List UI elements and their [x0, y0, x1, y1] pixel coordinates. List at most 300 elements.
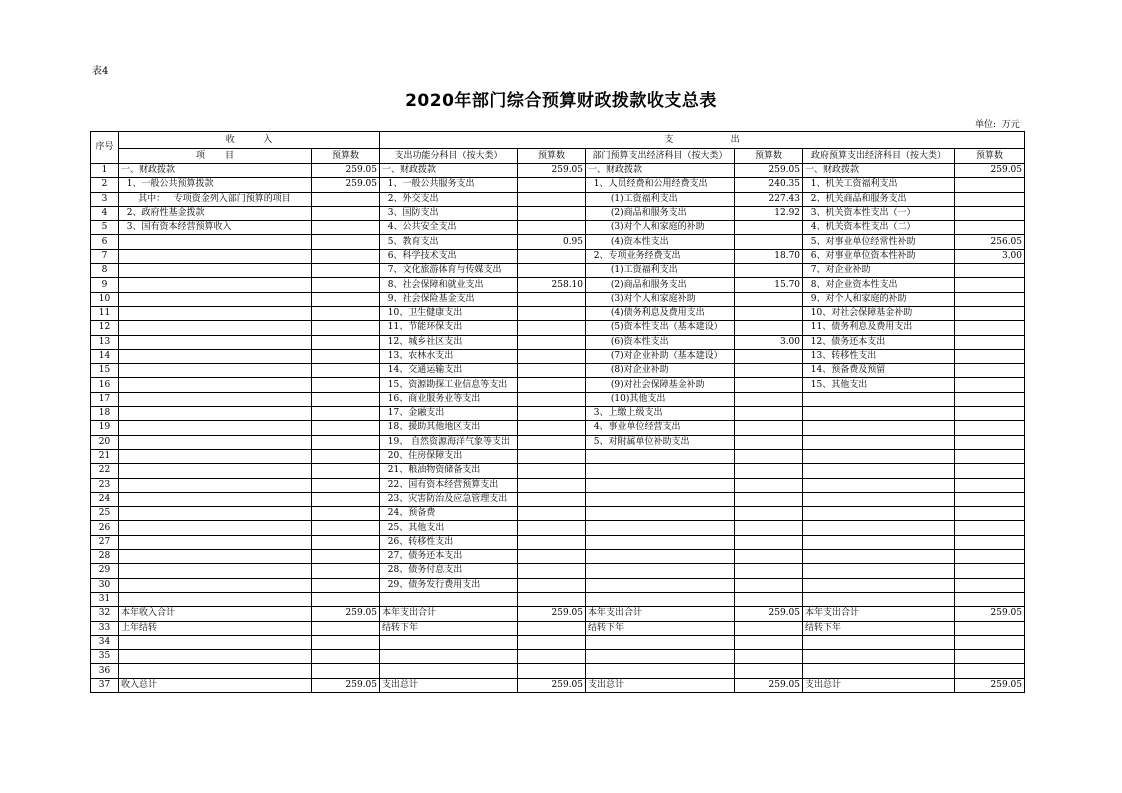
function-expense-item: 29、债务发行费用支出 [380, 578, 518, 592]
income-amount [312, 349, 380, 363]
column-header: 预算数 [735, 149, 803, 164]
income-item [119, 335, 312, 349]
function-expense-item: 5、教育支出 [380, 235, 518, 249]
dept-econ-expense-item: (3)对个人和家庭补助 [586, 292, 735, 306]
table-row [91, 607, 1025, 621]
function-expense-amount [518, 435, 586, 449]
function-expense-amount [518, 564, 586, 578]
row-number: 18 [91, 407, 119, 421]
function-expense-item: 8、社会保障和就业支出 [380, 278, 518, 292]
dept-econ-expense-item [586, 578, 735, 592]
table-row [91, 449, 1025, 463]
function-expense-item: 14、交通运输支出 [380, 364, 518, 378]
dept-econ-expense-item: 一、财政拨款 [586, 164, 735, 178]
gov-econ-expense-item: 14、预备费及预留 [803, 364, 955, 378]
table-row [91, 578, 1025, 592]
income-amount [312, 278, 380, 292]
function-expense-amount [518, 364, 586, 378]
dept-econ-expense-item: (10)其他支出 [586, 392, 735, 406]
income-amount: 259.05 [312, 607, 380, 621]
row-number: 11 [91, 306, 119, 320]
dept-econ-expense-item [586, 550, 735, 564]
dept-econ-expense-amount: 240.35 [735, 178, 803, 192]
income-item [119, 550, 312, 564]
dept-econ-expense-amount: 12.92 [735, 206, 803, 220]
function-expense-amount [518, 421, 586, 435]
income-item: 本年收入合计 [119, 607, 312, 621]
dept-econ-expense-amount [735, 392, 803, 406]
function-expense-amount [518, 478, 586, 492]
table-row [91, 678, 1025, 692]
expense-header: 支 出 [380, 132, 1025, 149]
function-expense-item [380, 664, 518, 678]
table-row [91, 621, 1025, 635]
dept-econ-expense-item [586, 535, 735, 549]
row-number: 5 [91, 221, 119, 235]
function-expense-amount [518, 221, 586, 235]
gov-econ-expense-item [803, 564, 955, 578]
dept-econ-expense-amount [735, 292, 803, 306]
table-row [91, 178, 1025, 192]
function-expense-amount [518, 206, 586, 220]
gov-econ-expense-item: 本年支出合计 [803, 607, 955, 621]
table-row [91, 221, 1025, 235]
gov-econ-expense-item [803, 464, 955, 478]
function-expense-amount [518, 192, 586, 206]
gov-econ-expense-amount [955, 321, 1025, 335]
income-amount [312, 235, 380, 249]
table-body [91, 164, 1025, 693]
income-amount [312, 378, 380, 392]
function-expense-item [380, 650, 518, 664]
dept-econ-expense-item [586, 521, 735, 535]
gov-econ-expense-amount [955, 550, 1025, 564]
gov-econ-expense-item: 一、财政拨款 [803, 164, 955, 178]
row-number: 32 [91, 607, 119, 621]
function-expense-amount [518, 292, 586, 306]
gov-econ-expense-amount [955, 407, 1025, 421]
gov-econ-expense-item: 1、机关工资福利支出 [803, 178, 955, 192]
income-amount [312, 449, 380, 463]
dept-econ-expense-item: (2)商品和服务支出 [586, 278, 735, 292]
gov-econ-expense-item [803, 435, 955, 449]
table-row [91, 507, 1025, 521]
gov-econ-expense-item: 结转下年 [803, 621, 955, 635]
function-expense-item: 24、预备费 [380, 507, 518, 521]
income-amount [312, 249, 380, 263]
gov-econ-expense-item [803, 664, 955, 678]
function-expense-amount [518, 392, 586, 406]
column-header: 部门预算支出经济科目（按大类） [586, 149, 735, 164]
income-item [119, 407, 312, 421]
dept-econ-expense-item: 1、人员经费和公用经费支出 [586, 178, 735, 192]
row-number: 19 [91, 421, 119, 435]
gov-econ-expense-amount [955, 378, 1025, 392]
gov-econ-expense-item: 3、机关资本性支出（一） [803, 206, 955, 220]
income-item [119, 249, 312, 263]
dept-econ-expense-amount [735, 221, 803, 235]
gov-econ-expense-amount: 259.05 [955, 164, 1025, 178]
column-header: 预算数 [312, 149, 380, 164]
row-number: 6 [91, 235, 119, 249]
gov-econ-expense-item [803, 421, 955, 435]
function-expense-item: 15、资源勘探工业信息等支出 [380, 378, 518, 392]
income-amount [312, 364, 380, 378]
dept-econ-expense-item: 支出总计 [586, 678, 735, 692]
income-item [119, 578, 312, 592]
dept-econ-expense-amount: 227.43 [735, 192, 803, 206]
income-amount [312, 435, 380, 449]
dept-econ-expense-amount [735, 550, 803, 564]
function-expense-amount [518, 592, 586, 606]
function-expense-item: 10、卫生健康支出 [380, 306, 518, 320]
column-header: 政府预算支出经济科目（按大类） [803, 149, 955, 164]
function-expense-item: 4、公共安全支出 [380, 221, 518, 235]
income-amount [312, 335, 380, 349]
row-number: 35 [91, 650, 119, 664]
gov-econ-expense-item: 7、对企业补助 [803, 264, 955, 278]
function-expense-item: 2、外交支出 [380, 192, 518, 206]
income-item [119, 635, 312, 649]
function-expense-amount [518, 664, 586, 678]
table-row [91, 564, 1025, 578]
function-expense-amount [518, 178, 586, 192]
gov-econ-expense-item: 10、对社会保障基金补助 [803, 306, 955, 320]
gov-econ-expense-amount [955, 664, 1025, 678]
gov-econ-expense-amount [955, 349, 1025, 363]
income-item [119, 478, 312, 492]
function-expense-amount [518, 264, 586, 278]
gov-econ-expense-item: 6、对事业单位资本性补助 [803, 249, 955, 263]
row-number: 36 [91, 664, 119, 678]
dept-econ-expense-amount [735, 235, 803, 249]
function-expense-item: 13、农林水支出 [380, 349, 518, 363]
table-row [91, 421, 1025, 435]
function-expense-amount: 259.05 [518, 607, 586, 621]
income-item [119, 492, 312, 506]
row-number: 28 [91, 550, 119, 564]
seq-header: 序号 [91, 132, 119, 164]
income-item: 收入总计 [119, 678, 312, 692]
gov-econ-expense-item [803, 492, 955, 506]
function-expense-item: 一、财政拨款 [380, 164, 518, 178]
dept-econ-expense-item [586, 507, 735, 521]
function-expense-amount [518, 650, 586, 664]
gov-econ-expense-amount [955, 221, 1025, 235]
income-amount [312, 521, 380, 535]
function-expense-item [380, 592, 518, 606]
function-expense-amount [518, 521, 586, 535]
row-number: 25 [91, 507, 119, 521]
row-number: 12 [91, 321, 119, 335]
table-row [91, 321, 1025, 335]
income-item: 3、国有资本经营预算收入 [119, 221, 312, 235]
income-amount [312, 492, 380, 506]
income-item [119, 306, 312, 320]
gov-econ-expense-item: 13、转移性支出 [803, 349, 955, 363]
income-item: 一、财政拨款 [119, 164, 312, 178]
function-expense-item: 22、国有资本经营预算支出 [380, 478, 518, 492]
table-row [91, 349, 1025, 363]
gov-econ-expense-item [803, 449, 955, 463]
table-row [91, 407, 1025, 421]
table-row [91, 235, 1025, 249]
income-amount [312, 550, 380, 564]
dept-econ-expense-amount [735, 621, 803, 635]
gov-econ-expense-amount: 259.05 [955, 678, 1025, 692]
dept-econ-expense-item [586, 564, 735, 578]
dept-econ-expense-amount [735, 521, 803, 535]
row-number: 2 [91, 178, 119, 192]
gov-econ-expense-amount [955, 635, 1025, 649]
gov-econ-expense-amount [955, 449, 1025, 463]
dept-econ-expense-amount: 3.00 [735, 335, 803, 349]
dept-econ-expense-item: (4)资本性支出 [586, 235, 735, 249]
table-row [91, 550, 1025, 564]
dept-econ-expense-amount [735, 492, 803, 506]
function-expense-amount [518, 550, 586, 564]
row-number: 4 [91, 206, 119, 220]
gov-econ-expense-amount [955, 492, 1025, 506]
table-row [91, 306, 1025, 320]
table-row [91, 278, 1025, 292]
function-expense-amount [518, 407, 586, 421]
dept-econ-expense-amount: 18.70 [735, 249, 803, 263]
function-expense-amount [518, 378, 586, 392]
function-expense-item [380, 635, 518, 649]
dept-econ-expense-item: 5、对附属单位补助支出 [586, 435, 735, 449]
row-number: 8 [91, 264, 119, 278]
dept-econ-expense-item: 4、事业单位经营支出 [586, 421, 735, 435]
income-amount: 259.05 [312, 164, 380, 178]
row-number: 24 [91, 492, 119, 506]
gov-econ-expense-item: 支出总计 [803, 678, 955, 692]
dept-econ-expense-item [586, 464, 735, 478]
row-number: 31 [91, 592, 119, 606]
function-expense-item: 27、债务还本支出 [380, 550, 518, 564]
gov-econ-expense-item: 2、机关商品和服务支出 [803, 192, 955, 206]
dept-econ-expense-item: 2、专项业务经费支出 [586, 249, 735, 263]
row-number: 23 [91, 478, 119, 492]
function-expense-item: 19、 自然资源海洋气象等支出 [380, 435, 518, 449]
gov-econ-expense-amount [955, 306, 1025, 320]
gov-econ-expense-amount [955, 535, 1025, 549]
gov-econ-expense-item: 8、对企业资本性支出 [803, 278, 955, 292]
gov-econ-expense-item [803, 550, 955, 564]
dept-econ-expense-amount: 259.05 [735, 164, 803, 178]
row-number: 37 [91, 678, 119, 692]
gov-econ-expense-amount [955, 278, 1025, 292]
dept-econ-expense-item: 本年支出合计 [586, 607, 735, 621]
unit-label: 单位: 万元 [975, 120, 1020, 130]
gov-econ-expense-item [803, 521, 955, 535]
function-expense-item: 1、一般公共服务支出 [380, 178, 518, 192]
function-expense-amount [518, 449, 586, 463]
gov-econ-expense-amount [955, 421, 1025, 435]
income-item [119, 535, 312, 549]
function-expense-amount [518, 321, 586, 335]
gov-econ-expense-item [803, 407, 955, 421]
gov-econ-expense-item [803, 392, 955, 406]
row-number: 29 [91, 564, 119, 578]
row-number: 21 [91, 449, 119, 463]
row-number: 20 [91, 435, 119, 449]
income-item: 上年结转 [119, 621, 312, 635]
income-amount [312, 578, 380, 592]
function-expense-item: 本年支出合计 [380, 607, 518, 621]
income-amount [312, 635, 380, 649]
page-title: 2020年部门综合预算财政拨款收支总表 [405, 91, 717, 111]
column-header: 项 目 [119, 149, 312, 164]
gov-econ-expense-amount [955, 478, 1025, 492]
function-expense-amount [518, 335, 586, 349]
function-expense-amount [518, 306, 586, 320]
row-number: 3 [91, 192, 119, 206]
income-amount [312, 264, 380, 278]
income-item [119, 364, 312, 378]
row-number: 30 [91, 578, 119, 592]
dept-econ-expense-amount [735, 478, 803, 492]
table-row [91, 464, 1025, 478]
table-row [91, 392, 1025, 406]
income-item [119, 507, 312, 521]
function-expense-item: 结转下年 [380, 621, 518, 635]
gov-econ-expense-item: 12、债务还本支出 [803, 335, 955, 349]
table-row [91, 264, 1025, 278]
income-amount [312, 564, 380, 578]
dept-econ-expense-amount [735, 635, 803, 649]
function-expense-amount [518, 635, 586, 649]
dept-econ-expense-amount [735, 664, 803, 678]
income-amount [312, 392, 380, 406]
function-expense-item: 17、金融支出 [380, 407, 518, 421]
gov-econ-expense-amount [955, 192, 1025, 206]
function-expense-amount [518, 349, 586, 363]
gov-econ-expense-amount [955, 392, 1025, 406]
income-item [119, 278, 312, 292]
table-row [91, 249, 1025, 263]
dept-econ-expense-amount [735, 421, 803, 435]
income-amount [312, 664, 380, 678]
gov-econ-expense-amount [955, 178, 1025, 192]
function-expense-item: 6、科学技术支出 [380, 249, 518, 263]
income-item: 2、政府性基金拨款 [119, 206, 312, 220]
income-item [119, 564, 312, 578]
column-header: 支出功能分科目（按大类） [380, 149, 518, 164]
function-expense-item: 3、国防支出 [380, 206, 518, 220]
function-expense-item: 9、社会保险基金支出 [380, 292, 518, 306]
income-item [119, 235, 312, 249]
row-number: 15 [91, 364, 119, 378]
gov-econ-expense-amount [955, 578, 1025, 592]
income-amount [312, 306, 380, 320]
dept-econ-expense-amount [735, 650, 803, 664]
function-expense-amount [518, 535, 586, 549]
dept-econ-expense-amount: 15.70 [735, 278, 803, 292]
function-expense-amount: 259.05 [518, 678, 586, 692]
income-amount [312, 206, 380, 220]
row-number: 27 [91, 535, 119, 549]
income-amount [312, 407, 380, 421]
gov-econ-expense-item [803, 507, 955, 521]
income-amount [312, 464, 380, 478]
gov-econ-expense-amount [955, 564, 1025, 578]
table-row [91, 364, 1025, 378]
function-expense-amount: 259.05 [518, 164, 586, 178]
dept-econ-expense-amount [735, 449, 803, 463]
function-expense-amount [518, 492, 586, 506]
table-row [91, 292, 1025, 306]
gov-econ-expense-amount [955, 592, 1025, 606]
function-expense-item: 21、粮油物资储备支出 [380, 464, 518, 478]
gov-econ-expense-amount [955, 264, 1025, 278]
dept-econ-expense-amount [735, 264, 803, 278]
function-expense-amount [518, 464, 586, 478]
dept-econ-expense-amount [735, 564, 803, 578]
income-item [119, 392, 312, 406]
budget-summary-table [90, 131, 1025, 693]
function-expense-item: 25、其他支出 [380, 521, 518, 535]
function-expense-item: 18、援助其他地区支出 [380, 421, 518, 435]
dept-econ-expense-amount: 259.05 [735, 607, 803, 621]
dept-econ-expense-item [586, 449, 735, 463]
row-number: 10 [91, 292, 119, 306]
function-expense-item: 16、商业服务业等支出 [380, 392, 518, 406]
gov-econ-expense-amount [955, 364, 1025, 378]
row-number: 7 [91, 249, 119, 263]
gov-econ-expense-amount: 259.05 [955, 607, 1025, 621]
dept-econ-expense-item: (5)资本性支出（基本建设） [586, 321, 735, 335]
gov-econ-expense-amount: 256.05 [955, 235, 1025, 249]
function-expense-item: 20、住房保障支出 [380, 449, 518, 463]
income-item [119, 464, 312, 478]
function-expense-item: 支出总计 [380, 678, 518, 692]
dept-econ-expense-amount [735, 435, 803, 449]
gov-econ-expense-item: 11、债务利息及费用支出 [803, 321, 955, 335]
income-item [119, 349, 312, 363]
row-number: 33 [91, 621, 119, 635]
table-row [91, 206, 1025, 220]
table-row [91, 664, 1025, 678]
dept-econ-expense-item: 3、上缴上级支出 [586, 407, 735, 421]
income-item [119, 521, 312, 535]
dept-econ-expense-item: (1)工资福利支出 [586, 264, 735, 278]
function-expense-item: 28、债务付息支出 [380, 564, 518, 578]
dept-econ-expense-item [586, 492, 735, 506]
income-item: 1、一般公共预算拨款 [119, 178, 312, 192]
function-expense-item: 7、文化旅游体育与传媒支出 [380, 264, 518, 278]
gov-econ-expense-amount [955, 292, 1025, 306]
table-row [91, 535, 1025, 549]
table-row [91, 192, 1025, 206]
dept-econ-expense-amount [735, 407, 803, 421]
gov-econ-expense-item [803, 578, 955, 592]
table-row [91, 478, 1025, 492]
dept-econ-expense-item: (8)对企业补助 [586, 364, 735, 378]
column-header: 预算数 [518, 149, 586, 164]
income-amount [312, 192, 380, 206]
dept-econ-expense-item [586, 592, 735, 606]
income-item [119, 321, 312, 335]
dept-econ-expense-amount [735, 349, 803, 363]
dept-econ-expense-amount [735, 464, 803, 478]
income-amount [312, 650, 380, 664]
income-item [119, 264, 312, 278]
income-amount [312, 221, 380, 235]
function-expense-amount: 0.95 [518, 235, 586, 249]
dept-econ-expense-item [586, 664, 735, 678]
gov-econ-expense-item [803, 535, 955, 549]
